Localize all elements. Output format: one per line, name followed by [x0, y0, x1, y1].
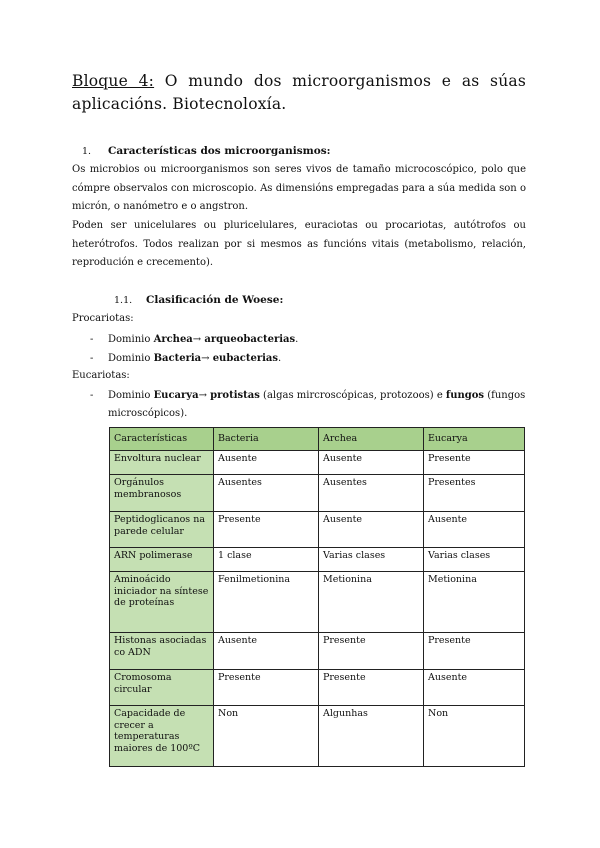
table-cell: Algunhas	[319, 706, 424, 767]
table-row	[110, 512, 525, 548]
section-1-1-title: Clasificación de Woese:	[146, 294, 284, 306]
table-cell: Ausente	[424, 670, 525, 706]
table-row	[110, 670, 525, 706]
procariotas-label: Procariotas:	[72, 313, 134, 324]
table-cell: Ausentes	[214, 475, 319, 512]
table-cell: Presente	[424, 451, 525, 475]
group-name: arqueobacterias	[204, 334, 296, 345]
list-dash: -	[90, 390, 94, 401]
list-text: Dominio	[108, 390, 154, 401]
row-header-cell: Envoltura nuclear	[110, 451, 214, 475]
list-text: Dominio	[108, 334, 154, 345]
table-row	[110, 548, 525, 572]
table-header-cell: Archea	[319, 428, 424, 451]
list-text: .	[295, 334, 299, 345]
table-cell: Non	[214, 706, 319, 767]
group-name: eubacterias	[212, 353, 279, 364]
table-cell: Fenilmetionina	[214, 572, 319, 633]
row-header-cell: ARN polimerase	[110, 548, 214, 572]
table-cell: Presente	[424, 633, 525, 670]
list-text: Dominio	[108, 353, 154, 364]
table-header-cell: Bacteria	[214, 428, 319, 451]
row-header-cell: Orgánulos membranosos	[110, 475, 214, 512]
section-1-heading	[82, 145, 331, 157]
group-name: protistas	[210, 390, 260, 401]
row-header-cell: Histonas asociadas co ADN	[110, 633, 214, 670]
table-cell: Ausente	[214, 633, 319, 670]
table-row	[110, 572, 525, 633]
table-cell: Presente	[214, 512, 319, 548]
table-row	[110, 706, 525, 767]
table-cell: Metionina	[319, 572, 424, 633]
table-cell: Presentes	[424, 475, 525, 512]
arrow-icon: →	[201, 353, 213, 364]
eucariotas-label: Eucariotas:	[72, 370, 130, 381]
title-text: O mundo dos microorganismos e as súas aplicacións. Biotecnoloxía.	[72, 72, 526, 113]
table-row	[110, 451, 525, 475]
section-1-number: 1.	[82, 146, 92, 157]
table-cell: Varias clases	[424, 548, 525, 572]
list-text: (algas mircroscópicas, protozoos) e	[259, 390, 446, 401]
table-cell: 1 clase	[214, 548, 319, 572]
table-header-row	[110, 428, 525, 451]
table-cell: Metionina	[424, 572, 525, 633]
list-dash: -	[90, 334, 94, 345]
list-dash: -	[90, 353, 94, 364]
table-cell: Presente	[214, 670, 319, 706]
row-header-cell: Aminoácido iniciador na síntese de proteínas	[110, 572, 214, 633]
row-header-cell: Cromosoma circular	[110, 670, 214, 706]
table-cell: Ausentes	[319, 475, 424, 512]
page-title	[72, 70, 526, 116]
table-row	[110, 475, 525, 512]
table-cell: Varias clases	[319, 548, 424, 572]
group-name: fungos	[445, 390, 485, 401]
section-1-paragraph-1: Os microbios ou microorganismos son seres vivos de tamaño microcoscópico, polo que cómpre observalos con microscopio. As dimensións empregadas para a súa medida son o micrón, o nanómetro e o angstron.	[72, 164, 526, 213]
table-cell: Ausente	[424, 512, 525, 548]
table-cell: Ausente	[214, 451, 319, 475]
section-1-1-heading	[114, 294, 283, 306]
table-cell: Presente	[319, 670, 424, 706]
list-item-archea	[90, 331, 526, 349]
table-cell: Presente	[319, 633, 424, 670]
table-header-cell: Características	[110, 428, 214, 451]
domain-name: Bacteria	[153, 353, 202, 364]
section-1-1-number: 1.1.	[114, 295, 133, 306]
list-item-bacteria	[90, 350, 526, 368]
row-header-cell: Peptidoglicanos na parede celular	[110, 512, 214, 548]
list-text: (fungos microscópicos).	[108, 390, 526, 419]
table-header-cell: Eucarya	[424, 428, 525, 451]
section-1-title: Características dos microorganismos:	[108, 145, 331, 157]
table-row	[110, 633, 525, 670]
title-prefix: Bloque 4:	[72, 72, 155, 90]
list-item-eucarya	[90, 387, 526, 423]
section-1-paragraph-2: Poden ser unicelulares ou pluricelulares, euraciotas ou procariotas, autótrofos ou heterótrofos. Todos realizan por si mesmos as funcións vitais (metabolismo, relación, reprodución e crecemento).	[72, 220, 526, 269]
domain-name: Eucarya	[153, 390, 199, 401]
table-cell: Non	[424, 706, 525, 767]
row-header-cell: Capacidade de crecer a temperaturas maiores de 100ºC	[110, 706, 214, 767]
arrow-icon: →	[198, 390, 211, 401]
list-text: .	[278, 353, 282, 364]
arrow-icon: →	[192, 334, 205, 345]
table-cell: Ausente	[319, 512, 424, 548]
table-cell: Ausente	[319, 451, 424, 475]
domain-name: Archea	[153, 334, 193, 345]
woese-comparison-table	[109, 427, 525, 767]
